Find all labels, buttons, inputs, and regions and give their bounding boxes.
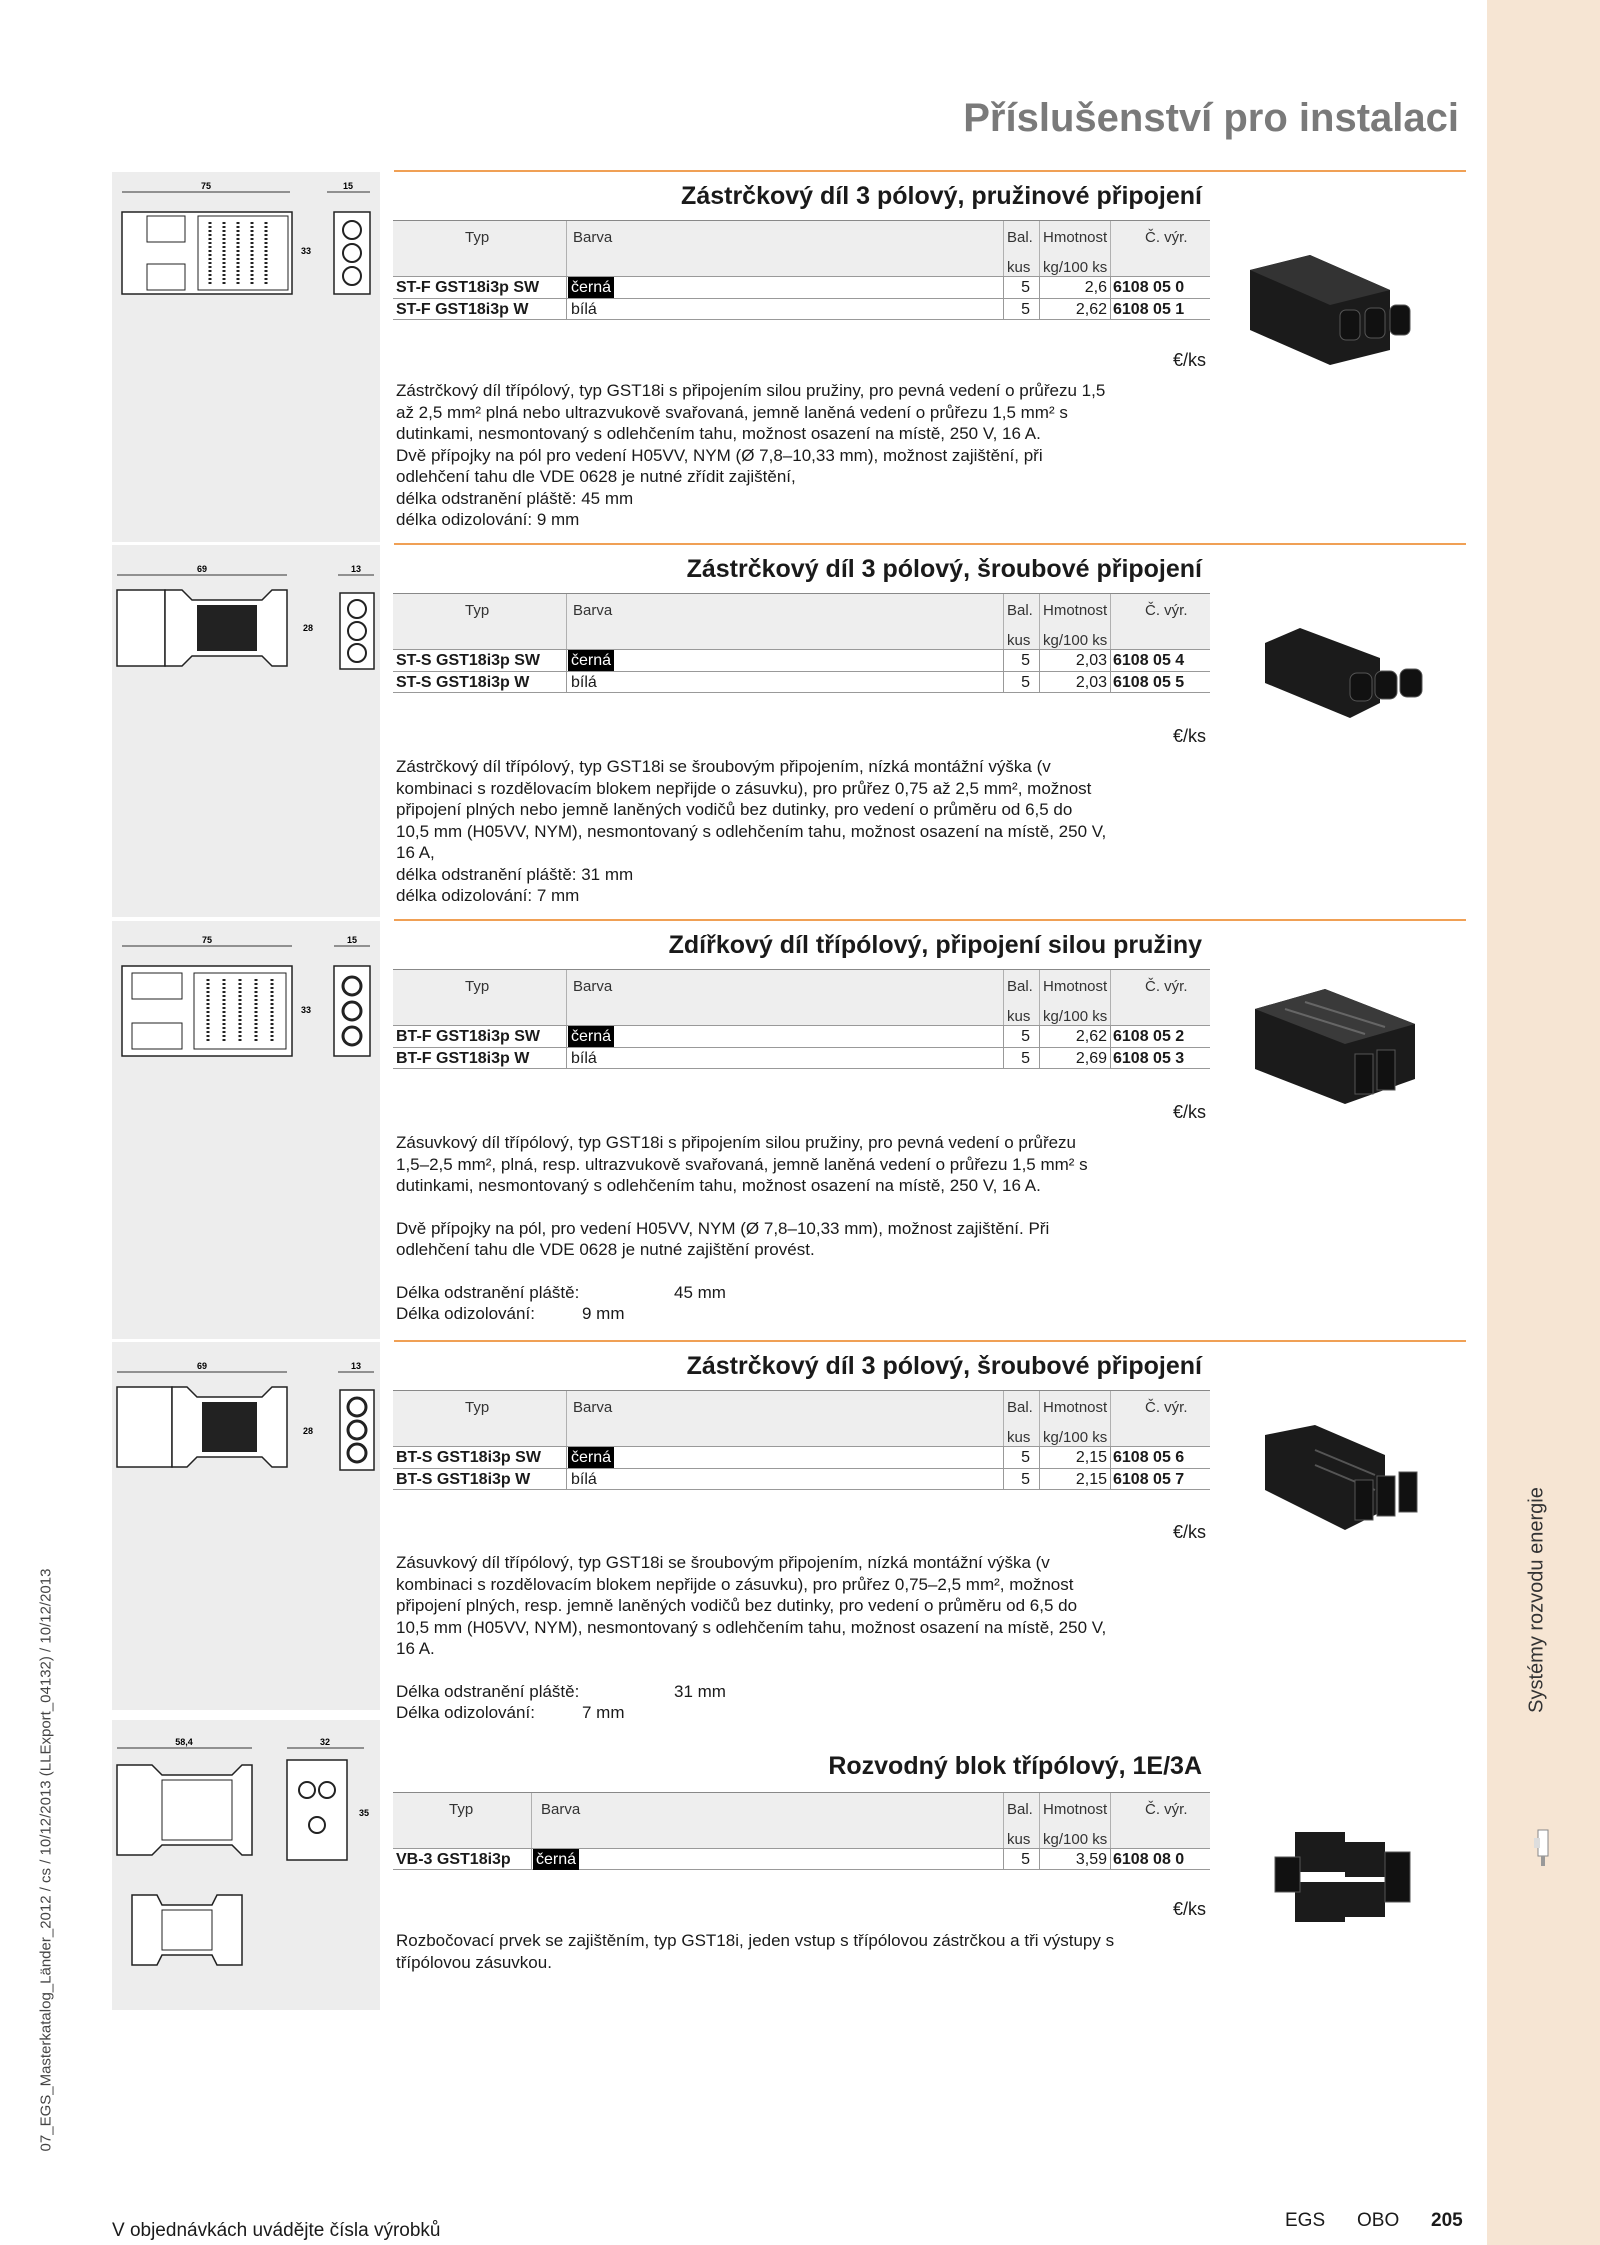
header-hmotnost: Hmotnost bbox=[1043, 229, 1108, 246]
product-table bbox=[393, 1390, 1210, 1490]
side-chapter-label: Systémy rozvodu energie bbox=[1525, 1487, 1548, 1713]
product-description: Rozbočovací prvek se zajištěním, typ GST18i, jeden vstup s třípólovou zástrčkou a tři výstupy s třípólovou zásuvkou. bbox=[396, 1931, 1115, 1972]
dim-height: 33 bbox=[300, 1005, 312, 1015]
header-bal: Bal. bbox=[1007, 229, 1033, 246]
dim-depth: 32 bbox=[319, 1737, 331, 1747]
dim-height: 33 bbox=[300, 246, 312, 256]
dim-width: 75 bbox=[200, 181, 212, 191]
header-kg: kg/100 ks bbox=[1043, 259, 1108, 276]
dim-width: 58,4 bbox=[175, 1737, 193, 1747]
connector-icon bbox=[1532, 1828, 1554, 1868]
section-title: Zástrčkový díl 3 pólový, šroubové připojení bbox=[686, 1352, 1202, 1380]
dim-height: 28 bbox=[302, 623, 314, 633]
dim-depth: 15 bbox=[346, 935, 358, 945]
section-title: Rozvodný blok třípólový, 1E/3A bbox=[828, 1752, 1202, 1780]
product-photo bbox=[1265, 1812, 1435, 1942]
dimension-drawing bbox=[112, 545, 380, 917]
page-number: 205 bbox=[1431, 2210, 1463, 2231]
section-title: Zdířkový díl třípólový, připojení silou pružiny bbox=[668, 931, 1202, 959]
price-unit: €/ks bbox=[1172, 350, 1206, 370]
price-unit: €/ks bbox=[1172, 726, 1206, 746]
section-divider bbox=[394, 170, 1466, 172]
table-row: ST-S GST18i3p SW černá 5 2,03 6108 05 4 bbox=[393, 649, 1210, 671]
dim-height: 28 bbox=[302, 1426, 314, 1436]
dim-width: 69 bbox=[196, 1361, 208, 1371]
product-description: Zástrčkový díl třípólový, typ GST18i se šroubovým připojením, nízká montážní výška (v kombinaci s rozdělovacím blokem nepřijde o zásuvku), pro průřez 0,75 až 2,5 mm², možnost připojení plných nebo jemně laněných vodičů bez dutinky, pro vedení o průměru od 6,5 do 10,5 mm (H05VV, NYM), nesmontovaný s odlehčením tahu, možnost osazení na místě, 250 V, 16 A, délka odstranění pláště: 31 mm délka odizolování: 7 mm bbox=[396, 757, 1107, 905]
price-unit: €/ks bbox=[1172, 1522, 1206, 1542]
table-header: Typ Barva Bal. Hmotnost Č. výr. kus kg/100 ks bbox=[393, 1792, 1210, 1848]
table-header: Typ Barva Bal. Hmotnost Č. výr. kus kg/100 ks bbox=[393, 593, 1210, 649]
table-header: Typ Barva Bal. Hmotnost Č. výr. kus kg/100 ks bbox=[393, 1390, 1210, 1446]
product-description: Zásuvkový díl třípólový, typ GST18i se šroubovým připojením, nízká montážní výška (v kombinaci s rozdělovacím blokem nepřijde o zásuvku), pro průřez 0,75–2,5 mm², možnost připojení plných, resp. jemně laněných vodičů bez dutinky, pro vedení o průměru od 6,5 do 10,5 mm (H05VV, NYM), nesmontovaný s odlehčením tahu, možnost osazení na místě, 250 V, 16 A. Délka odstranění pláště: 31 mm Délka odizolování: 7 mm bbox=[396, 1552, 1206, 1724]
price-unit: €/ks bbox=[1172, 1102, 1206, 1122]
table-row: ST-S GST18i3p W bílá 5 2,03 6108 05 5 bbox=[393, 671, 1210, 693]
product-photo bbox=[1260, 623, 1440, 733]
dim-height: 35 bbox=[358, 1808, 370, 1818]
product-description: Zásuvkový díl třípólový, typ GST18i s připojením silou pružiny, pro pevná vedení o průřezu 1,5–2,5 mm², plná, resp. ultrazvukově svařovaná, jemně laněná vedení o průřezu 1,5 mm² s dutinkami, nesmontovaný s odlehčením tahu, možnost osazení na místě, 250 V, 16 A. Dvě přípojky na pól, pro vedení H05VV, NYM (Ø 7,8–10,33 mm), možnost zajištění. Při odlehčení tahu dle VDE 0628 je nutné zajištění provést. Délka odstranění pláště: 45 mm Délka odizolování: 9 mm bbox=[396, 1132, 1206, 1325]
dimension-drawing bbox=[112, 1720, 380, 2010]
product-table bbox=[393, 969, 1210, 1069]
price-unit: €/ks bbox=[1172, 1899, 1206, 1919]
dim-width: 75 bbox=[201, 935, 213, 945]
table-row: VB-3 GST18i3p černá 5 3,59 6108 08 0 bbox=[393, 1848, 1210, 1870]
product-photo bbox=[1240, 250, 1440, 370]
catalog-code: 07_EGS_Masterkatalog_Länder_2012 / cs / 10/12/2013 (LLExport_04132) / 10/12/2013 bbox=[37, 1568, 55, 2152]
footer-obo: OBO bbox=[1357, 2210, 1400, 2231]
header-kus: kus bbox=[1007, 259, 1031, 276]
footer-egs: EGS bbox=[1285, 2210, 1326, 2231]
table-row: ST-F GST18i3p W bílá 5 2,62 6108 05 1 bbox=[393, 298, 1210, 320]
dim-width: 69 bbox=[196, 564, 208, 574]
product-photo bbox=[1255, 1420, 1440, 1540]
dimension-drawing bbox=[112, 921, 380, 1339]
table-header bbox=[393, 220, 1210, 276]
header-barva: Barva bbox=[573, 229, 613, 246]
section-title: Zástrčkový díl 3 pólový, šroubové připojení bbox=[686, 555, 1202, 583]
table-row: ST-F GST18i3p SW černá 5 2,6 6108 05 0 bbox=[393, 276, 1210, 298]
dimension-drawing bbox=[112, 172, 380, 542]
table-row: BT-F GST18i3p SW černá 5 2,62 6108 05 2 bbox=[393, 1025, 1210, 1047]
product-table bbox=[393, 593, 1210, 693]
table-row: BT-S GST18i3p SW černá 5 2,15 6108 05 6 bbox=[393, 1446, 1210, 1468]
section-divider bbox=[394, 919, 1466, 921]
product-description: Zástrčkový díl třípólový, typ GST18i s připojením silou pružiny, pro pevná vedení o průřezu 1,5 až 2,5 mm² plná nebo ultrazvukově svařovaná, jemně laněná vedení o průřezu 1,5 mm² s dutinkami, nesmontovaný s odlehčením tahu, možnost osazení na místě, 250 V, 16 A. Dvě přípojky na pól pro vedení H05VV, NYM (Ø 7,8–10,33 mm), možnost zajištění, při odlehčení tahu dle VDE 0628 je nutné zřídit zajištění, délka odstranění pláště: 45 mm délka odizolování: 9 mm bbox=[396, 381, 1106, 529]
page-title: Příslušenství pro instalaci bbox=[963, 96, 1459, 140]
table-header: Typ Barva Bal. Hmotnost Č. výr. kus kg/100 ks bbox=[393, 969, 1210, 1025]
side-band bbox=[1487, 0, 1600, 2245]
section-divider bbox=[394, 1340, 1466, 1342]
product-table bbox=[393, 220, 1210, 320]
product-photo bbox=[1245, 984, 1445, 1114]
spec-row: Délka odstranění pláště: 31 mm bbox=[396, 1681, 726, 1701]
dim-depth: 13 bbox=[350, 1361, 362, 1371]
footer-order-note: V objednávkách uvádějte čísla výrobků bbox=[112, 2220, 441, 2241]
product-table bbox=[393, 1792, 1210, 1870]
dimension-drawing bbox=[112, 1342, 380, 1710]
spec-row: Délka odizolování: 9 mm bbox=[396, 1304, 625, 1323]
header-typ: Typ bbox=[465, 229, 490, 246]
table-row: BT-S GST18i3p W bílá 5 2,15 6108 05 7 bbox=[393, 1468, 1210, 1490]
dim-depth: 13 bbox=[350, 564, 362, 574]
header-cislo: Č. výr. bbox=[1145, 229, 1188, 246]
table-row: BT-F GST18i3p W bílá 5 2,69 6108 05 3 bbox=[393, 1047, 1210, 1069]
dim-depth: 15 bbox=[342, 181, 354, 191]
section-divider bbox=[394, 543, 1466, 545]
section-title: Zástrčkový díl 3 pólový, pružinové připojení bbox=[681, 182, 1202, 210]
spec-row: Délka odizolování: 7 mm bbox=[396, 1703, 625, 1722]
spec-row: Délka odstranění pláště: 45 mm bbox=[396, 1282, 726, 1302]
